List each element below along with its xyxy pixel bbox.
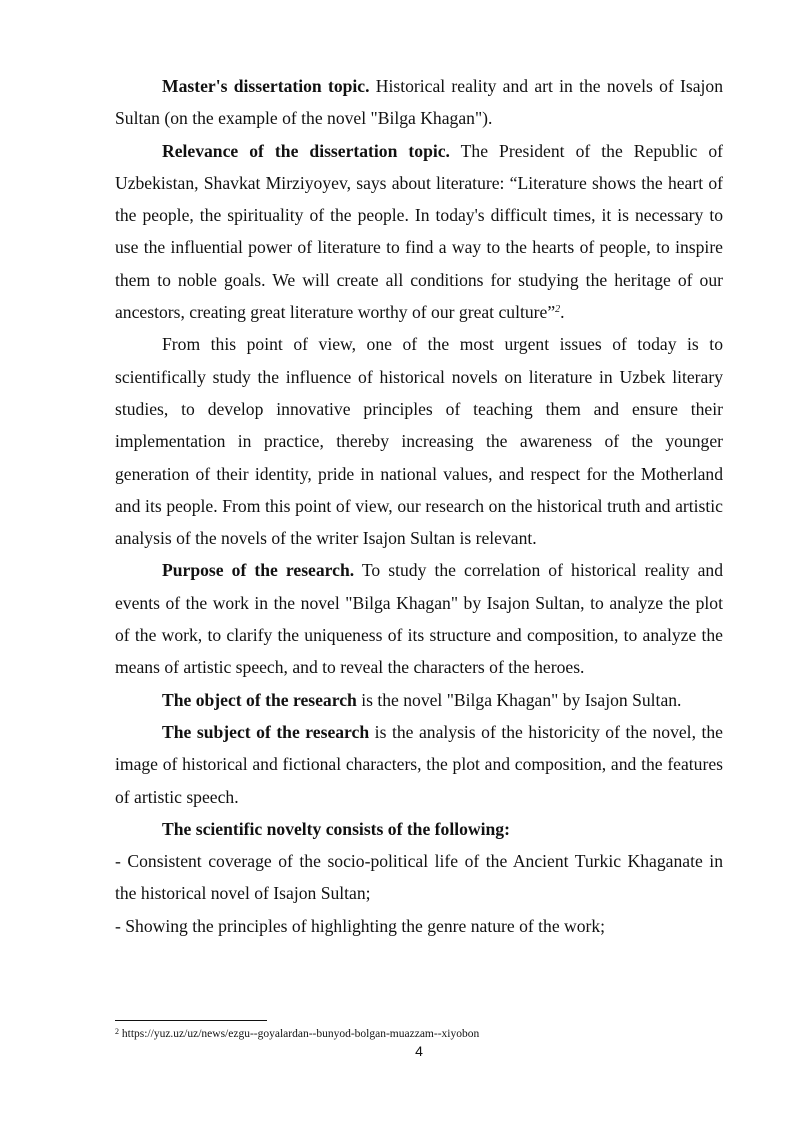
purpose-label: Purpose of the research. (162, 560, 355, 581)
relevance-text: The President of the Republic of Uzbekistan, Shavkat Mirziyoyev, says about literature: “Literature shows the heart of the people, the spirituality of the people. In today's difficult times, it is necessary to use the influential power of literature to find a way to the hearts of people, to inspire them to noble goals. We will create all conditions for studying the heritage of our ancestors, creating great literature worthy of our great culture” (115, 140, 723, 323)
subject-text: is the analysis of the historicity of the novel, the image of historical and fictional characters, the plot and composition, and the features of artistic speech. (115, 721, 723, 807)
topic-paragraph (115, 70, 723, 135)
footnote-marker: 2 (115, 1027, 119, 1036)
novelty-item: - Showing the principles of highlighting the genre nature of the work; (115, 915, 606, 936)
footnote-link[interactable]: https://yuz.uz/uz/news/ezgu--goyalardan--bunyod-bolgan-muazzam--xiyobon (119, 1028, 480, 1040)
body-text (115, 70, 723, 942)
object-label: The object of the research (162, 689, 357, 710)
novelty-heading-text: The scientific novelty consists of the following: (162, 818, 510, 839)
topic-text: Historical reality and art in the novels of Isajon Sultan (on the example of the novel "Bilga Khagan"). (115, 76, 723, 129)
novelty-item: - Consistent coverage of the socio-political life of the Ancient Turkic Khaganate in the historical novel of Isajon Sultan; (115, 851, 723, 904)
subject-label: The subject of the research (162, 721, 370, 742)
footnote (115, 1027, 723, 1041)
page-number: 4 (415, 1043, 423, 1059)
viewpoint-paragraph: From this point of view, one of the most urgent issues of today is to scientifically study the influence of historical novels on literature in Uzbek literary studies, to develop innovative principles of teaching them and ensure their implementation in practice, thereby increasing the awareness of the younger generation of their identity, pride in national values, and respect for the Motherland and its people. From this point of view, our research on the historical truth and artistic analysis of the novels of the writer Isajon Sultan is relevant. (115, 334, 723, 549)
purpose-paragraph (115, 554, 723, 683)
object-text: is the novel "Bilga Khagan" by Isajon Sultan. (356, 689, 682, 710)
subject-paragraph (115, 716, 723, 813)
object-paragraph (115, 684, 723, 716)
novelty-heading (115, 813, 723, 845)
relevance-label: Relevance of the dissertation topic. (162, 140, 450, 161)
footnote-reference[interactable]: 2 (555, 304, 561, 316)
relevance-paragraph (115, 135, 723, 329)
relevance-end: . (560, 302, 565, 323)
footnote-separator (115, 1020, 267, 1021)
topic-label: Master's dissertation topic. (162, 76, 370, 96)
purpose-text: To study the correlation of historical reality and events of the work in the novel "Bilga Khagan" by Isajon Sultan, to analyze the plot of the work, to clarify the uniqueness of its structure and composition, to analyze the means of artistic speech, and to reveal the characters of the heroes. (115, 560, 723, 678)
